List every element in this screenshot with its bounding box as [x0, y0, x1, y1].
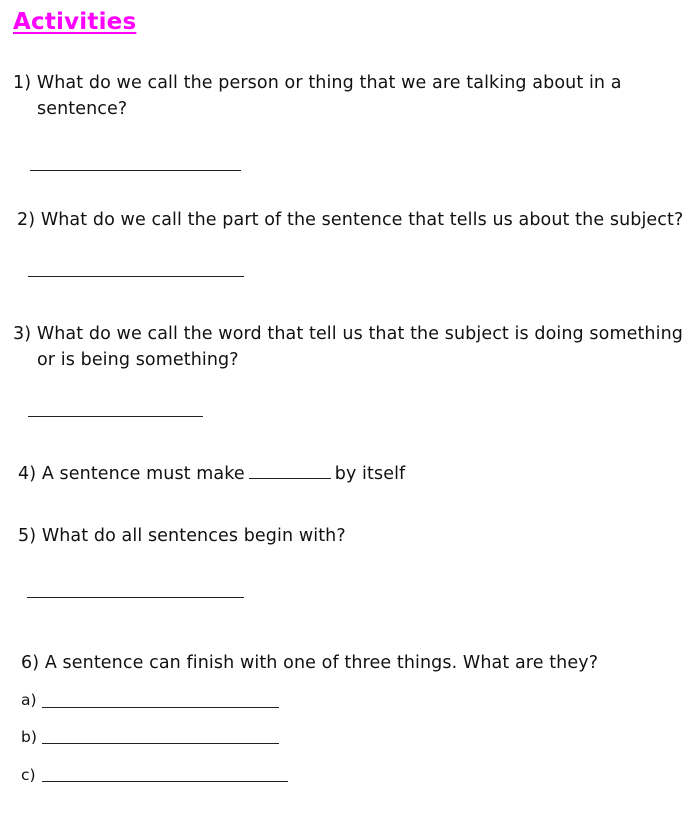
- option-label-b: b): [21, 728, 37, 746]
- answer-line-6c[interactable]: [42, 781, 288, 782]
- page-title: Activities: [13, 9, 137, 35]
- option-label-a: a): [21, 691, 37, 709]
- answer-line-6b[interactable]: [42, 743, 279, 744]
- question-1-line-2: sentence?: [37, 99, 128, 119]
- answer-line-6a[interactable]: [42, 707, 279, 708]
- answer-line-3[interactable]: [28, 416, 203, 417]
- question-6: [21, 650, 598, 676]
- question-2: [17, 207, 683, 233]
- question-4-text-after: by itself: [334, 464, 406, 484]
- question-4-text-before: 4) A sentence must make: [18, 464, 245, 484]
- question-4: [18, 461, 405, 487]
- question-3: [13, 321, 683, 373]
- question-6-line-1: 6) A sentence can finish with one of three things. What are they?: [21, 653, 599, 673]
- question-2-line-1: 2) What do we call the part of the sentence that tells us about the subject?: [17, 210, 684, 230]
- question-3-line-2: or is being something?: [37, 350, 239, 370]
- question-5: [18, 523, 346, 549]
- option-label-c: c): [21, 766, 36, 784]
- question-1: [13, 70, 622, 122]
- question-1-line-1: 1) What do we call the person or thing that we are talking about in a: [13, 73, 622, 93]
- answer-line-5[interactable]: [27, 597, 244, 598]
- answer-line-2[interactable]: [28, 276, 244, 277]
- question-3-line-1: 3) What do we call the word that tell us that the subject is doing something: [13, 324, 683, 344]
- question-5-line-1: 5) What do all sentences begin with?: [18, 526, 346, 546]
- answer-line-1[interactable]: [30, 170, 241, 171]
- answer-blank-4[interactable]: [249, 466, 331, 479]
